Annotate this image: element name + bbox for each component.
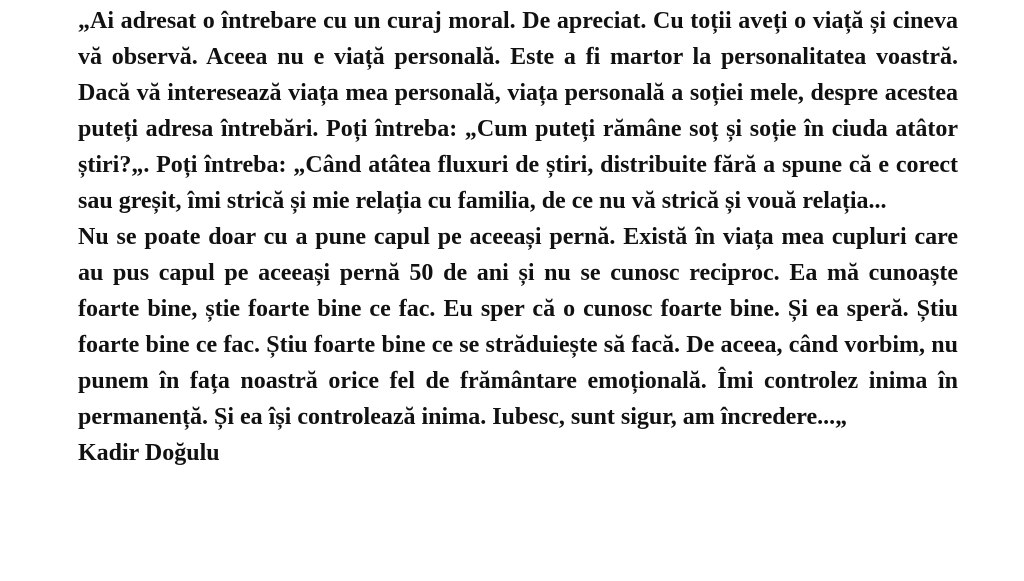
author-signature: Kadir Doğulu bbox=[78, 440, 220, 466]
quote-paragraph-1: „Ai adresat o întrebare cu un curaj moral. De apreciat. Cu toții aveți o viață și cineva vă observă. Aceea nu e viață personală. Este a fi martor la personalitatea voastră. Dacă vă interesează viața mea personală, viața personală a soției mele, despre acestea puteți adresa întrebări. Poți întreba: „Cum puteți rămâne soț și soție în ciuda atâtor știri?„. Poți întreba: „Când atâtea fluxuri de știri, distribuite fără a spune că e corect sau greșit, îmi strică și mie relația cu familia, de ce nu vă strică și vouă relația... bbox=[78, 8, 958, 214]
document-page bbox=[78, 3, 958, 471]
quote-paragraph-2: Nu se poate doar cu a pune capul pe aceeași pernă. Există în viața mea cupluri care au pus capul pe aceeași pernă 50 de ani și nu se cunosc reciproc. Ea mă cunoaște foarte bine, știe foarte bine ce fac. Eu sper că o cunosc foarte bine. Și ea speră. Știu foarte bine ce fac. Știu foarte bine ce se străduiește să facă. De aceea, când vorbim, nu punem în fața noastră orice fel de frământare emoțională. Îmi controlez inima în permanență. Și ea își controlează inima. Iubesc, sunt sigur, am încredere...„ bbox=[78, 224, 958, 430]
